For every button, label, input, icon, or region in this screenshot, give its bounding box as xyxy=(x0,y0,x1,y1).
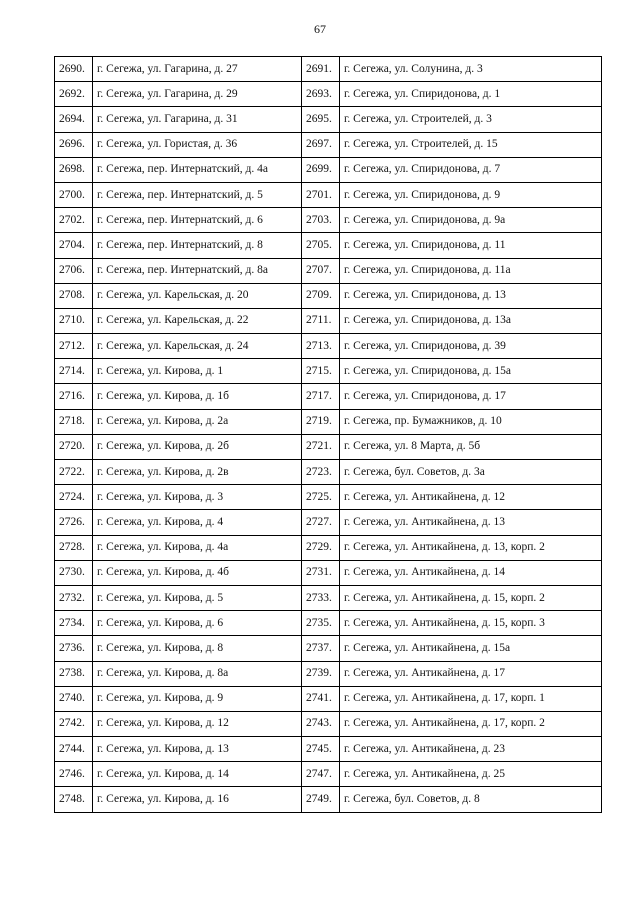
record-number-left: 2696. xyxy=(55,132,93,157)
record-number-left: 2712. xyxy=(55,334,93,359)
record-number-left: 2734. xyxy=(55,611,93,636)
address-right: г. Сегежа, ул. Антикайнена, д. 15, корп. 2 xyxy=(340,585,602,610)
address-right: г. Сегежа, ул. Антикайнена, д. 17, корп. 2 xyxy=(340,711,602,736)
address-left: г. Сегежа, ул. Кирова, д. 1 xyxy=(93,359,302,384)
record-number-left: 2716. xyxy=(55,384,93,409)
record-number-left: 2728. xyxy=(55,535,93,560)
record-number-right: 2717. xyxy=(302,384,340,409)
address-right: г. Сегежа, ул. Антикайнена, д. 17 xyxy=(340,661,602,686)
address-right: г. Сегежа, ул. Спиридонова, д. 39 xyxy=(340,334,602,359)
record-number-left: 2708. xyxy=(55,283,93,308)
address-right: г. Сегежа, ул. Антикайнена, д. 13 xyxy=(340,510,602,535)
record-number-right: 2691. xyxy=(302,57,340,82)
address-left: г. Сегежа, ул. Кирова, д. 8 xyxy=(93,636,302,661)
address-right: г. Сегежа, бул. Советов, д. 3а xyxy=(340,460,602,485)
address-table xyxy=(54,56,602,813)
address-right: г. Сегежа, ул. Спиридонова, д. 11 xyxy=(340,233,602,258)
record-number-left: 2744. xyxy=(55,737,93,762)
table-row xyxy=(55,686,602,711)
address-right: г. Сегежа, ул. Антикайнена, д. 13, корп. 2 xyxy=(340,535,602,560)
address-right: г. Сегежа, ул. Спиридонова, д. 7 xyxy=(340,157,602,182)
table-row xyxy=(55,510,602,535)
record-number-left: 2724. xyxy=(55,485,93,510)
record-number-right: 2735. xyxy=(302,611,340,636)
table-row xyxy=(55,283,602,308)
table-row xyxy=(55,82,602,107)
record-number-right: 2749. xyxy=(302,787,340,812)
address-left: г. Сегежа, ул. Кирова, д. 9 xyxy=(93,686,302,711)
address-right: г. Сегежа, ул. Спиридонова, д. 11а xyxy=(340,258,602,283)
address-left: г. Сегежа, ул. Кирова, д. 4а xyxy=(93,535,302,560)
address-right: г. Сегежа, ул. Спиридонова, д. 9 xyxy=(340,182,602,207)
table-row xyxy=(55,434,602,459)
table-row xyxy=(55,636,602,661)
record-number-left: 2748. xyxy=(55,787,93,812)
record-number-right: 2705. xyxy=(302,233,340,258)
table-row xyxy=(55,661,602,686)
record-number-right: 2729. xyxy=(302,535,340,560)
address-right: г. Сегежа, ул. Спиридонова, д. 17 xyxy=(340,384,602,409)
record-number-right: 2713. xyxy=(302,334,340,359)
address-right: г. Сегежа, ул. Антикайнена, д. 15а xyxy=(340,636,602,661)
record-number-left: 2736. xyxy=(55,636,93,661)
record-number-right: 2707. xyxy=(302,258,340,283)
record-number-left: 2738. xyxy=(55,661,93,686)
record-number-right: 2723. xyxy=(302,460,340,485)
table-row xyxy=(55,208,602,233)
record-number-left: 2700. xyxy=(55,182,93,207)
table-row xyxy=(55,384,602,409)
record-number-left: 2730. xyxy=(55,560,93,585)
address-left: г. Сегежа, ул. Карельская, д. 20 xyxy=(93,283,302,308)
table-row xyxy=(55,157,602,182)
record-number-left: 2746. xyxy=(55,762,93,787)
record-number-left: 2694. xyxy=(55,107,93,132)
table-row xyxy=(55,611,602,636)
record-number-right: 2733. xyxy=(302,585,340,610)
address-left: г. Сегежа, ул. Кирова, д. 13 xyxy=(93,737,302,762)
table-row xyxy=(55,737,602,762)
record-number-right: 2727. xyxy=(302,510,340,535)
record-number-left: 2702. xyxy=(55,208,93,233)
record-number-left: 2720. xyxy=(55,434,93,459)
page-number: 67 xyxy=(314,22,326,36)
table-row xyxy=(55,711,602,736)
record-number-right: 2693. xyxy=(302,82,340,107)
record-number-right: 2711. xyxy=(302,308,340,333)
address-right: г. Сегежа, ул. Антикайнена, д. 14 xyxy=(340,560,602,585)
table-row xyxy=(55,57,602,82)
record-number-right: 2695. xyxy=(302,107,340,132)
record-number-right: 2745. xyxy=(302,737,340,762)
address-left: г. Сегежа, ул. Кирова, д. 5 xyxy=(93,585,302,610)
record-number-left: 2732. xyxy=(55,585,93,610)
table-row xyxy=(55,308,602,333)
record-number-left: 2726. xyxy=(55,510,93,535)
table-row xyxy=(55,107,602,132)
address-left: г. Сегежа, ул. Гагарина, д. 29 xyxy=(93,82,302,107)
record-number-right: 2709. xyxy=(302,283,340,308)
address-right: г. Сегежа, ул. Солунина, д. 3 xyxy=(340,57,602,82)
address-right: г. Сегежа, ул. Спиридонова, д. 9а xyxy=(340,208,602,233)
table-row xyxy=(55,787,602,812)
record-number-right: 2721. xyxy=(302,434,340,459)
address-left: г. Сегежа, ул. Кирова, д. 3 xyxy=(93,485,302,510)
record-number-left: 2710. xyxy=(55,308,93,333)
address-right: г. Сегежа, ул. Строителей, д. 3 xyxy=(340,107,602,132)
address-left: г. Сегежа, ул. Кирова, д. 6 xyxy=(93,611,302,636)
record-number-right: 2725. xyxy=(302,485,340,510)
table-row xyxy=(55,585,602,610)
table-row xyxy=(55,334,602,359)
table-row xyxy=(55,460,602,485)
address-left: г. Сегежа, ул. Кирова, д. 1б xyxy=(93,384,302,409)
record-number-right: 2739. xyxy=(302,661,340,686)
record-number-left: 2706. xyxy=(55,258,93,283)
record-number-right: 2741. xyxy=(302,686,340,711)
address-left: г. Сегежа, ул. Гагарина, д. 27 xyxy=(93,57,302,82)
record-number-left: 2722. xyxy=(55,460,93,485)
address-right: г. Сегежа, ул. Антикайнена, д. 15, корп. 3 xyxy=(340,611,602,636)
address-left: г. Сегежа, ул. Гористая, д. 36 xyxy=(93,132,302,157)
address-right: г. Сегежа, бул. Советов, д. 8 xyxy=(340,787,602,812)
record-number-left: 2740. xyxy=(55,686,93,711)
address-left: г. Сегежа, пер. Интернатский, д. 6 xyxy=(93,208,302,233)
table-row xyxy=(55,359,602,384)
table-row xyxy=(55,560,602,585)
address-right: г. Сегежа, ул. Спиридонова, д. 13 xyxy=(340,283,602,308)
address-right: г. Сегежа, ул. Антикайнена, д. 17, корп. 1 xyxy=(340,686,602,711)
record-number-left: 2718. xyxy=(55,409,93,434)
address-left: г. Сегежа, ул. Карельская, д. 22 xyxy=(93,308,302,333)
table-row xyxy=(55,233,602,258)
record-number-right: 2699. xyxy=(302,157,340,182)
address-left: г. Сегежа, ул. Кирова, д. 4б xyxy=(93,560,302,585)
address-left: г. Сегежа, ул. Карельская, д. 24 xyxy=(93,334,302,359)
address-left: г. Сегежа, пер. Интернатский, д. 8а xyxy=(93,258,302,283)
address-right: г. Сегежа, ул. Антикайнена, д. 12 xyxy=(340,485,602,510)
record-number-right: 2731. xyxy=(302,560,340,585)
table-row xyxy=(55,762,602,787)
address-right: г. Сегежа, ул. Спиридонова, д. 13а xyxy=(340,308,602,333)
address-left: г. Сегежа, пер. Интернатский, д. 8 xyxy=(93,233,302,258)
address-right: г. Сегежа, пр. Бумажников, д. 10 xyxy=(340,409,602,434)
record-number-right: 2697. xyxy=(302,132,340,157)
address-table-body xyxy=(55,57,602,813)
address-right: г. Сегежа, ул. Антикайнена, д. 25 xyxy=(340,762,602,787)
record-number-right: 2737. xyxy=(302,636,340,661)
address-left: г. Сегежа, ул. Кирова, д. 8а xyxy=(93,661,302,686)
address-left: г. Сегежа, пер. Интернатский, д. 5 xyxy=(93,182,302,207)
record-number-left: 2690. xyxy=(55,57,93,82)
record-number-right: 2701. xyxy=(302,182,340,207)
table-row xyxy=(55,409,602,434)
address-right: г. Сегежа, ул. 8 Марта, д. 5б xyxy=(340,434,602,459)
record-number-right: 2747. xyxy=(302,762,340,787)
record-number-left: 2692. xyxy=(55,82,93,107)
table-row xyxy=(55,485,602,510)
record-number-left: 2704. xyxy=(55,233,93,258)
record-number-right: 2743. xyxy=(302,711,340,736)
table-row xyxy=(55,182,602,207)
address-left: г. Сегежа, ул. Кирова, д. 2а xyxy=(93,409,302,434)
address-left: г. Сегежа, ул. Кирова, д. 14 xyxy=(93,762,302,787)
address-left: г. Сегежа, ул. Кирова, д. 2б xyxy=(93,434,302,459)
record-number-left: 2714. xyxy=(55,359,93,384)
record-number-right: 2719. xyxy=(302,409,340,434)
address-left: г. Сегежа, ул. Кирова, д. 2в xyxy=(93,460,302,485)
table-row xyxy=(55,258,602,283)
address-left: г. Сегежа, ул. Гагарина, д. 31 xyxy=(93,107,302,132)
record-number-right: 2715. xyxy=(302,359,340,384)
address-right: г. Сегежа, ул. Строителей, д. 15 xyxy=(340,132,602,157)
address-left: г. Сегежа, ул. Кирова, д. 12 xyxy=(93,711,302,736)
table-row xyxy=(55,132,602,157)
record-number-left: 2742. xyxy=(55,711,93,736)
address-right: г. Сегежа, ул. Антикайнена, д. 23 xyxy=(340,737,602,762)
address-right: г. Сегежа, ул. Спиридонова, д. 1 xyxy=(340,82,602,107)
address-left: г. Сегежа, ул. Кирова, д. 16 xyxy=(93,787,302,812)
table-row xyxy=(55,535,602,560)
address-left: г. Сегежа, пер. Интернатский, д. 4а xyxy=(93,157,302,182)
address-left: г. Сегежа, ул. Кирова, д. 4 xyxy=(93,510,302,535)
record-number-left: 2698. xyxy=(55,157,93,182)
address-right: г. Сегежа, ул. Спиридонова, д. 15а xyxy=(340,359,602,384)
record-number-right: 2703. xyxy=(302,208,340,233)
